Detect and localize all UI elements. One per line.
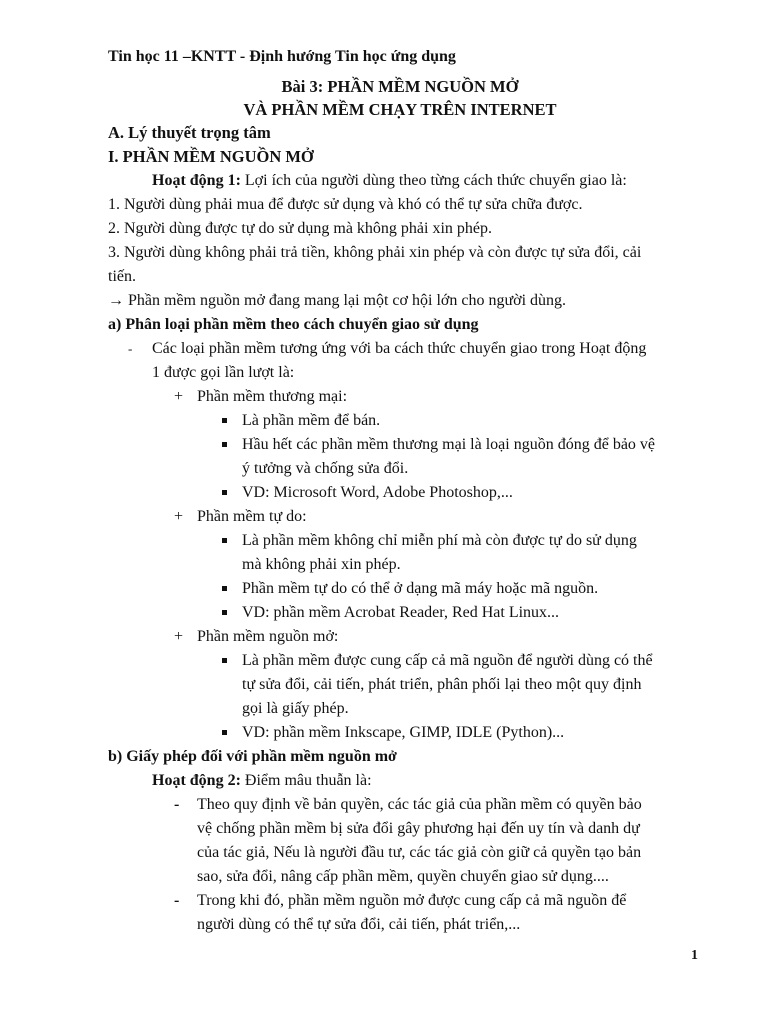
activity2-p1-line3: của tác giả, Nếu là người đầu tư, các tác giả còn giữ cả quyền tạo bản bbox=[197, 844, 642, 861]
free-label: Phần mềm tự do: bbox=[197, 508, 307, 525]
commercial-label: Phần mềm thương mại: bbox=[197, 388, 348, 405]
activity2-text: Điểm mâu thuẫn là: bbox=[240, 772, 372, 789]
open-source-label: Phần mềm nguồn mở: bbox=[197, 628, 339, 645]
lesson-title-line1: Bài 3: PHẦN MỀM NGUỒN MỞ bbox=[281, 77, 519, 96]
commercial-bullet-2-line2: ý tưởng và chống sửa đổi. bbox=[242, 460, 409, 477]
dash-bullet: - bbox=[128, 341, 133, 356]
square-bullet-icon bbox=[222, 610, 227, 615]
square-bullet-icon bbox=[222, 418, 227, 423]
activity1-conclusion bbox=[108, 289, 566, 313]
dash-bullet: - bbox=[174, 892, 180, 909]
activity1-text: Lợi ích của người dùng theo từng cách thức chuyển giao là: bbox=[240, 172, 627, 189]
activity1-item-2: 2. Người dùng được tự do sử dụng mà không phải xin phép. bbox=[108, 220, 493, 237]
free-bullet-1-line2: mà không phải xin phép. bbox=[242, 556, 401, 573]
arrow-right-icon: → bbox=[108, 292, 124, 309]
section-a-heading: A. Lý thuyết trọng tâm bbox=[108, 123, 271, 142]
activity2-label: Hoạt động 2: bbox=[152, 772, 241, 789]
square-bullet-icon bbox=[222, 490, 227, 495]
open-source-bullet-1-line1: Là phần mềm được cung cấp cả mã nguồn để người dùng có thể bbox=[242, 652, 653, 669]
activity2-p1-line1: Theo quy định về bản quyền, các tác giả của phần mềm có quyền bảo bbox=[197, 796, 642, 813]
activity1-label: Hoạt động 1: bbox=[152, 172, 241, 189]
commercial-bullet-3: VD: Microsoft Word, Adobe Photoshop,... bbox=[242, 484, 513, 501]
activity2-p1-line4: sao, sửa đổi, nâng cấp phần mềm, quyền chuyển giao sử dụng.... bbox=[197, 868, 609, 885]
free-bullet-3: VD: phần mềm Acrobat Reader, Red Hat Linux... bbox=[242, 604, 560, 621]
subsection-b-heading: b) Giấy phép đối với phần mềm nguồn mở bbox=[108, 748, 397, 765]
intro-line-1: Các loại phần mềm tương ứng với ba cách thức chuyển giao trong Hoạt động bbox=[152, 340, 647, 357]
plus-bullet: + bbox=[174, 388, 184, 405]
free-bullet-1-line1: Là phần mềm không chỉ miễn phí mà còn được tự do sử dụng bbox=[242, 532, 637, 549]
activity2-p1-line2: vệ chống phần mềm bị sửa đổi gây phương hại đến uy tín và danh dự bbox=[197, 820, 640, 837]
intro-line-2: 1 được gọi lần lượt là: bbox=[152, 364, 295, 381]
commercial-bullet-1: Là phần mềm để bán. bbox=[242, 412, 381, 429]
plus-bullet: + bbox=[174, 628, 184, 645]
plus-bullet: + bbox=[174, 508, 184, 525]
activity1-item-3-cont: tiến. bbox=[108, 268, 136, 285]
activity2-line bbox=[152, 769, 372, 793]
open-source-bullet-1-line2: tự sửa đổi, cải tiến, phát triển, phân phối lại theo một quy định bbox=[242, 676, 642, 693]
open-source-bullet-2: VD: phần mềm Inkscape, GIMP, IDLE (Python)... bbox=[242, 724, 565, 741]
free-bullet-2: Phần mềm tự do có thể ở dạng mã máy hoặc mã nguồn. bbox=[242, 580, 599, 597]
commercial-bullet-2-line1: Hầu hết các phần mềm thương mại là loại nguồn đóng để bảo vệ bbox=[242, 436, 656, 453]
subsection-a-heading: a) Phân loại phần mềm theo cách chuyển giao sử dụng bbox=[108, 316, 479, 333]
square-bullet-icon bbox=[222, 442, 227, 447]
square-bullet-icon bbox=[222, 658, 227, 663]
section-i-heading: I. PHẦN MỀM NGUỒN MỞ bbox=[108, 147, 314, 166]
activity1-line bbox=[152, 169, 627, 193]
open-source-bullet-1-line3: gọi là giấy phép. bbox=[242, 700, 349, 717]
activity2-p2-line1: Trong khi đó, phần mềm nguồn mở được cung cấp cả mã nguồn để bbox=[197, 892, 627, 909]
page-number: 1 bbox=[691, 948, 698, 963]
square-bullet-icon bbox=[222, 538, 227, 543]
square-bullet-icon bbox=[222, 730, 227, 735]
activity1-item-3: 3. Người dùng không phải trả tiền, không phải xin phép và còn được tự sửa đổi, cải bbox=[108, 244, 642, 261]
square-bullet-icon bbox=[222, 586, 227, 591]
activity1-item-1: 1. Người dùng phải mua để được sử dụng và khó có thể tự sửa chữa được. bbox=[108, 196, 583, 213]
lesson-title-line2: VÀ PHẦN MỀM CHẠY TRÊN INTERNET bbox=[243, 100, 557, 119]
document-header: Tin học 11 –KNTT - Định hướng Tin học ứng dụng bbox=[108, 48, 456, 65]
activity2-p2-line2: người dùng có thể tự sửa đổi, cải tiến, phát triển,... bbox=[197, 916, 521, 933]
activity1-conclusion-text: Phần mềm nguồn mở đang mang lại một cơ hội lớn cho người dùng. bbox=[124, 292, 567, 309]
dash-bullet: - bbox=[174, 796, 180, 813]
